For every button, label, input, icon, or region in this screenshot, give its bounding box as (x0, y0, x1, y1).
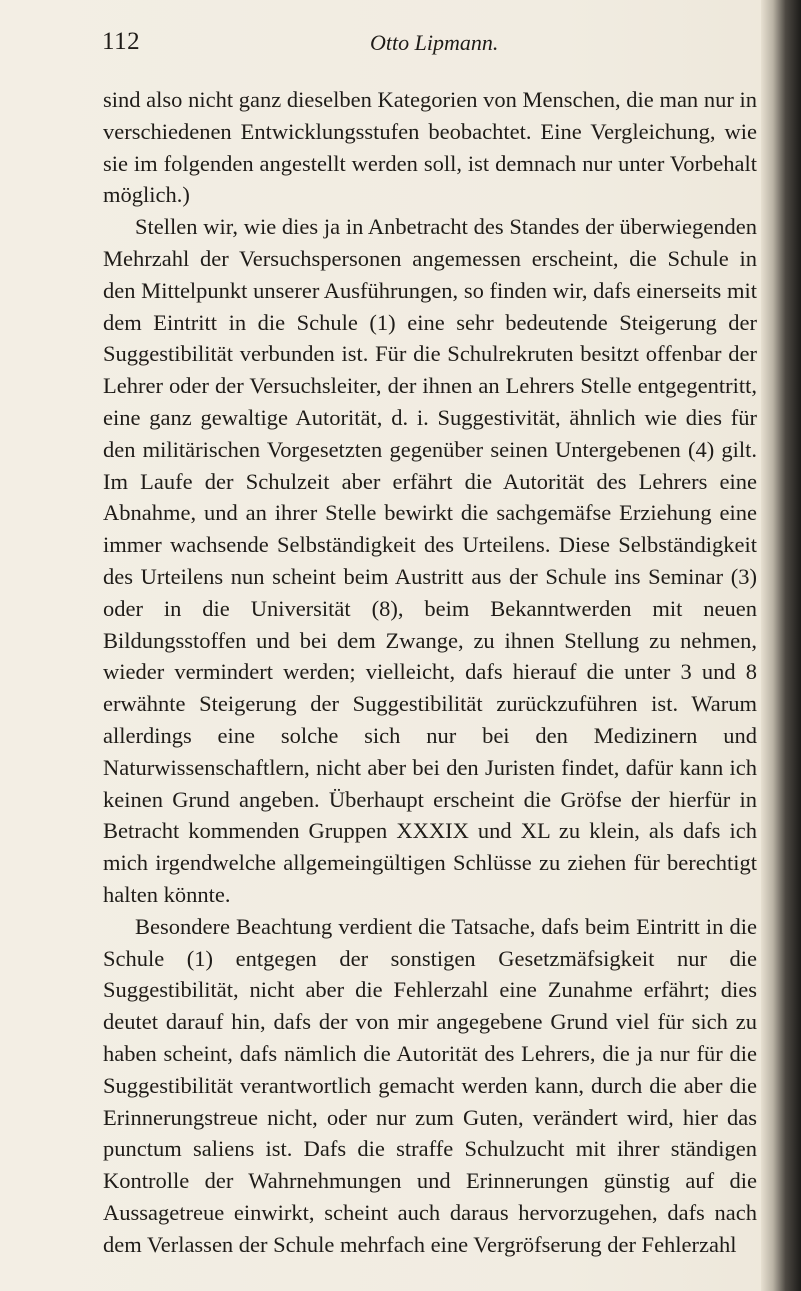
paragraph: Stellen wir, wie dies ja in Anbetracht des Standes der überwiegenden Mehrzahl der Versuchspersonen angemessen erscheint, die Schule in den Mittelpunkt unserer Ausführungen, so finden wir, dafs einerseits mit dem Eintritt in die Schule (1) eine sehr bedeutende Steigerung der Suggestibilität verbunden ist. Für die Schulrekruten besitzt offenbar der Lehrer oder der Versuchsleiter, der ihnen an Lehrers Stelle entgegentritt, eine ganz gewaltige Autorität, d. i. Suggestivität, ähnlich wie dies für den militärischen Vorgesetzten gegenüber seinen Untergebenen (4) gilt. Im Laufe der Schulzeit aber erfährt die Autorität des Lehrers eine Abnahme, und an ihrer Stelle bewirkt die sachgemäfse Erziehung eine immer wachsende Selbständigkeit des Urteilens. Diese Selbständigkeit des Urteilens nun scheint beim Austritt aus der Schule ins Seminar (3) oder in die Universität (8), beim Bekanntwerden mit neuen Bildungsstoffen und bei dem Zwange, zu ihnen Stellung zu nehmen, wieder vermindert werden; vielleicht, dafs hierauf die unter 3 und 8 erwähnte Steigerung der Suggestibilität zurückzuführen ist. Warum allerdings eine solche sich nur bei den Medizinern und Naturwissenschaftlern, nicht aber bei den Juristen findet, dafür kann ich keinen Grund angeben. Überhaupt erscheint die Gröfse der hierfür in Betracht kommenden Gruppen XXXIX und XL zu klein, als dafs ich mich irgendwelche allgemeingültigen Schlüsse zu ziehen für berechtigt halten könnte. (103, 214, 757, 907)
body-text (103, 84, 757, 1260)
paragraph: Besondere Beachtung verdient die Tatsache, dafs beim Eintritt in die Schule (1) entgegen der sonstigen Gesetzmäfsigkeit nur die Suggestibilität, nicht aber die Fehlerzahl eine Zunahme erfährt; dies deutet darauf hin, dafs der von mir angegebene Grund viel für sich zu haben scheint, dafs nämlich die Autorität des Lehrers, die ja nur für die Suggestibilität verantwortlich gemacht werden kann, durch die aber die Erinnerungstreue nicht, oder nur zum Guten, verändert wird, hier das punctum saliens ist. Dafs die straffe Schulzucht mit ihrer ständigen Kontrolle der Wahrnehmungen und Erinnerungen günstig auf die Aussagetreue einwirkt, scheint auch daraus hervorzugehen, dafs nach dem Verlassen der Schule mehrfach eine Vergröfserung der Fehlerzahl (103, 913, 757, 1257)
running-head: Otto Lipmann. (370, 30, 499, 55)
page-header (0, 28, 801, 68)
book-spine-shadow (761, 0, 801, 1291)
paragraph-continued: sind also nicht ganz dieselben Kategorien von Menschen, die man nur in verschiedenen Entwicklungsstufen beobachtet. Eine Vergleichung, wie sie im folgenden angestellt werden soll, ist demnach nur unter Vorbehalt möglich.) (103, 87, 757, 208)
page-number: 112 (102, 28, 141, 55)
